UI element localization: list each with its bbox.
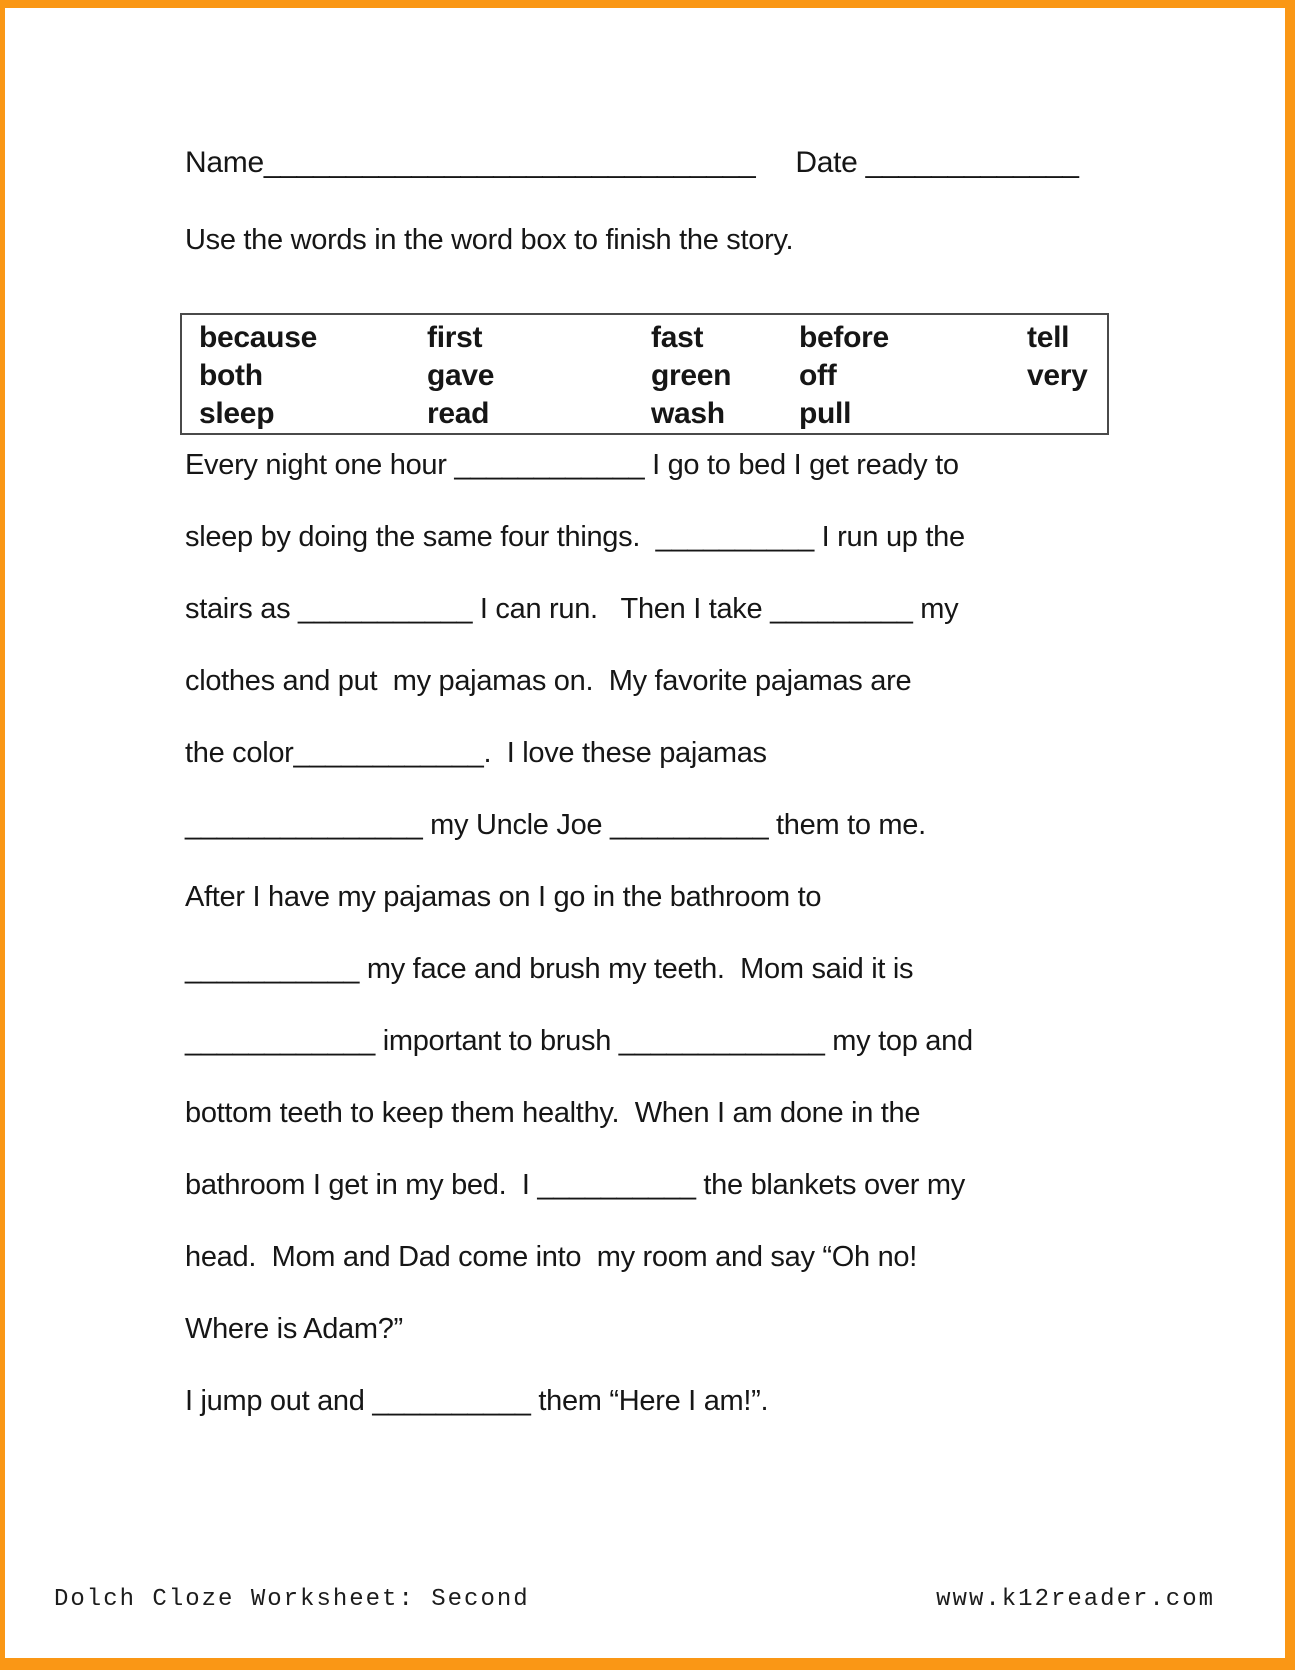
word-box-word: pull <box>799 397 852 430</box>
story-text <box>185 448 973 1456</box>
story-line: clothes and put my pajamas on. My favorite pajamas are <box>185 665 912 697</box>
word-box-word: because <box>199 321 317 354</box>
word-box <box>180 313 1109 435</box>
worksheet-page <box>5 8 1285 1658</box>
story-line: After I have my pajamas on I go in the bathroom to <box>185 881 822 913</box>
name-blank-line: ______________________________ <box>263 146 756 179</box>
word-box-word: off <box>799 359 837 392</box>
story-line: ____________ important to brush _____________ my top and <box>185 1025 973 1057</box>
story-line: Where is Adam?” <box>185 1313 403 1345</box>
story-line: bathroom I get in my bed. I __________ the blankets over my <box>185 1169 965 1201</box>
word-box-word <box>1027 395 1107 433</box>
date-group <box>795 146 1078 179</box>
story-line: head. Mom and Dad come into my room and say “Oh no! <box>185 1241 918 1273</box>
header-line <box>185 146 1079 180</box>
word-box-word: read <box>427 397 490 430</box>
word-box-word: gave <box>427 359 495 392</box>
footer-website: www.k12reader.com <box>936 1586 1215 1613</box>
story-line: ___________ my face and brush my teeth. Mom said it is <box>185 953 914 985</box>
story-line: stairs as ___________ I can run. Then I take _________ my <box>185 593 959 625</box>
word-box-word: wash <box>651 397 725 430</box>
word-box-word: fast <box>651 321 704 354</box>
word-box-word: before <box>799 321 889 354</box>
word-box-word: tell <box>1027 321 1070 354</box>
word-box-word: green <box>651 359 732 392</box>
word-box-word: very <box>1027 359 1088 392</box>
story-line: I jump out and __________ them “Here I am!”. <box>185 1385 769 1417</box>
word-box-word: first <box>427 321 483 354</box>
name-label: Name <box>185 146 264 179</box>
word-box-word: both <box>199 359 263 392</box>
story-line: bottom teeth to keep them healthy. When I am done in the <box>185 1097 921 1129</box>
date-blank-line: _____________ <box>865 146 1079 179</box>
story-line: Every night one hour ____________ I go to bed I get ready to <box>185 449 959 481</box>
footer-worksheet-title: Dolch Cloze Worksheet: Second <box>54 1586 530 1613</box>
word-box-word: sleep <box>199 397 275 430</box>
instruction-text: Use the words in the word box to finish the story. <box>185 224 794 256</box>
date-label: Date <box>795 146 866 179</box>
story-line: _______________ my Uncle Joe __________ them to me. <box>185 809 926 841</box>
story-line: the color____________. I love these pajamas <box>185 737 767 769</box>
story-line: sleep by doing the same four things. __________ I run up the <box>185 521 965 553</box>
page-footer <box>54 1586 1215 1613</box>
